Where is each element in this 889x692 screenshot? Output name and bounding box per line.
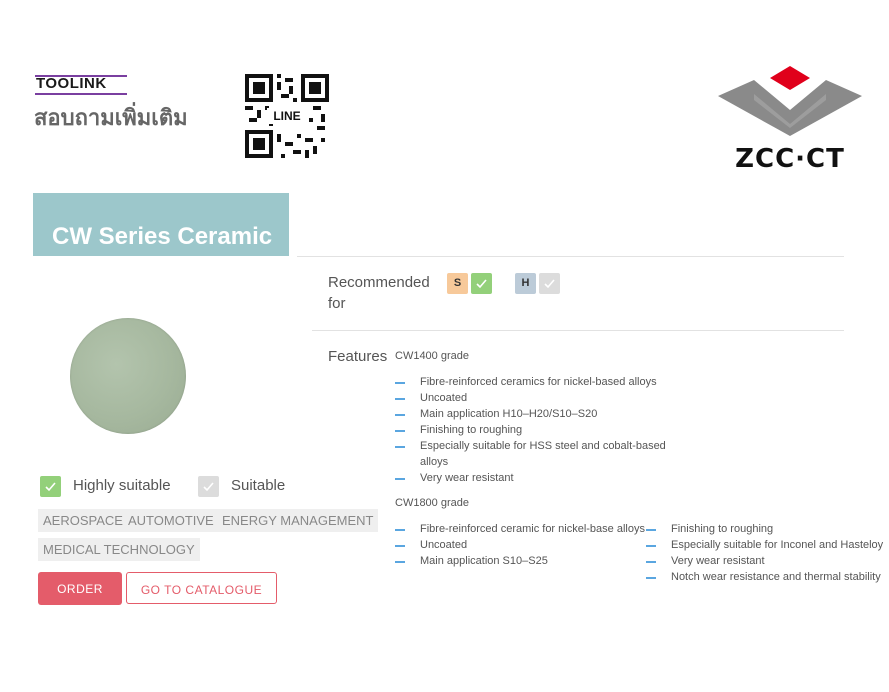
feature-item: Main application S10–S25 [420, 555, 548, 567]
legend-highly-suitable: Highly suitable [73, 477, 171, 494]
material-badge-h: H [515, 273, 536, 294]
bullet-dash [395, 545, 405, 547]
series-header [33, 193, 289, 256]
material-badge-s: S [447, 273, 468, 294]
series-title: CW Series Ceramic [52, 223, 273, 250]
divider [297, 256, 844, 257]
qr-label: LINE [267, 108, 307, 124]
feature-item: Especially suitable for HSS steel and cobalt-based alloys [420, 440, 666, 468]
recommended-label [328, 272, 430, 314]
feature-item: Uncoated [420, 539, 468, 551]
recommended-label-line1: Recommended [328, 274, 430, 291]
bullet-dash [395, 529, 405, 531]
industry-tag[interactable]: AUTOMOTIVE [123, 509, 219, 532]
zcc-ct-logo-mark [716, 66, 864, 146]
bullet-dash [646, 529, 656, 531]
legend-suitable: Suitable [231, 477, 286, 494]
line-qr-code[interactable] [245, 74, 329, 158]
ceramic-insert-image [70, 318, 186, 434]
grade-title: CW1400 grade [395, 350, 469, 362]
zcc-ct-logo [716, 66, 864, 174]
bullet-dash [395, 382, 405, 384]
industry-tag[interactable]: AEROSPACE [38, 509, 128, 532]
feature-item: Very wear resistant [420, 472, 514, 484]
bullet-dash [646, 545, 656, 547]
feature-item: Notch wear resistance and thermal stability [671, 571, 881, 583]
feature-item: Main application H10–H20/S10–S20 [420, 408, 598, 420]
highly-suitable-check-icon [40, 476, 61, 497]
industry-tag[interactable]: MEDICAL TECHNOLOGY [38, 538, 200, 561]
feature-item: Finishing to roughing [420, 424, 523, 436]
bullet-dash [646, 577, 656, 579]
recommended-label-line2: for [328, 295, 346, 312]
suitable-check-icon [539, 273, 560, 294]
toolink-logo-text: TOOLINK [36, 75, 107, 92]
feature-item: Very wear resistant [671, 555, 765, 567]
industry-tag[interactable]: ENERGY MANAGEMENT [217, 509, 378, 532]
inquiry-title: สอบถามเพิ่มเติม [34, 106, 188, 131]
features-label: Features [328, 348, 388, 365]
suitable-check-icon [198, 476, 219, 497]
order-button[interactable]: ORDER [38, 572, 122, 605]
feature-item: Uncoated [420, 392, 468, 404]
feature-item: Finishing to roughing [671, 523, 774, 535]
bullet-dash [395, 478, 405, 480]
bullet-dash [395, 414, 405, 416]
zcc-ct-logo-text: ZCC·CT [735, 144, 845, 174]
bullet-dash [395, 430, 405, 432]
grade-title: CW1800 grade [395, 497, 469, 509]
bullet-dash [395, 398, 405, 400]
feature-item: Especially suitable for Inconel and Hasteloy [671, 539, 884, 551]
divider [312, 330, 844, 331]
bullet-dash [395, 561, 405, 563]
go-to-catalogue-button[interactable]: GO TO CATALOGUE [126, 572, 277, 604]
feature-item: Fibre-reinforced ceramic for nickel-base alloys [420, 523, 645, 535]
toolink-logo [35, 74, 127, 96]
bullet-dash [646, 561, 656, 563]
feature-item: Fibre-reinforced ceramics for nickel-based alloys [420, 376, 657, 388]
bullet-dash [395, 446, 405, 448]
highly-suitable-check-icon [471, 273, 492, 294]
